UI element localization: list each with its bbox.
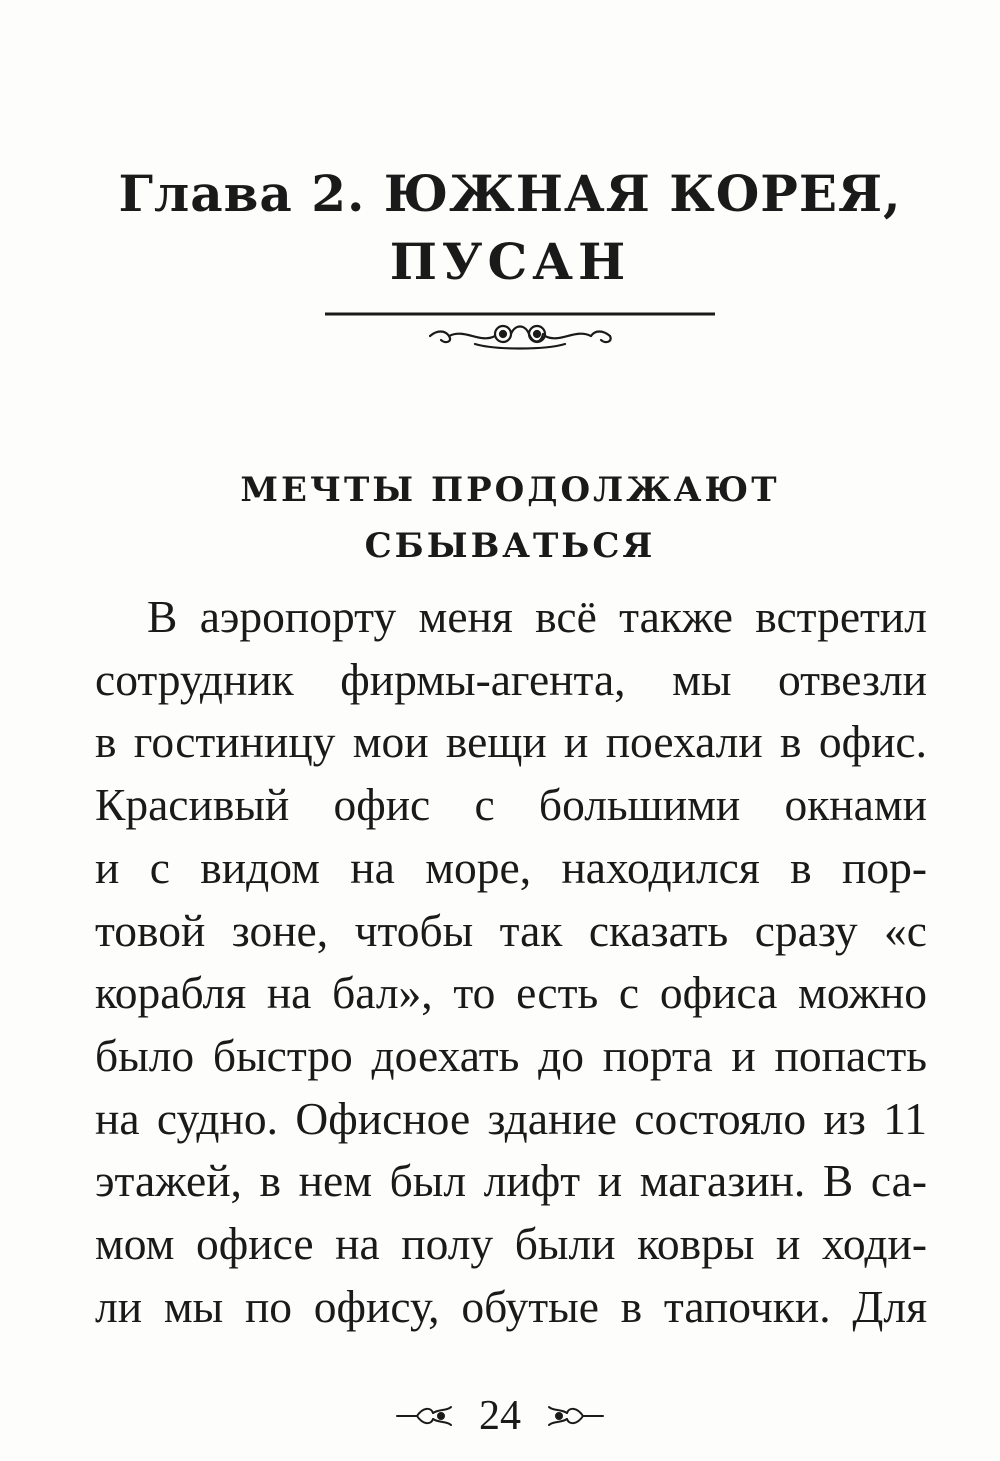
- page-footer: [0, 1386, 1000, 1446]
- body-line: В аэропорту меня всё также встретил: [147, 591, 927, 642]
- chapter-title-line-2: ПУСАН: [389, 232, 631, 291]
- section-title-line-1: МЕЧТЫ ПРОДОЛЖАЮТ: [240, 470, 780, 510]
- body-line: Красивый офис с большими окнами: [95, 779, 927, 831]
- chapter-title: [100, 160, 920, 296]
- page-number: 24: [479, 1393, 521, 1439]
- body-line: этажей, в нем был лифт и магазин. В са-: [95, 1155, 927, 1207]
- section-title-line-2: СБЫВАТЬСЯ: [364, 526, 656, 566]
- body-line: ли мы по офису, обутые в тапочки. Для: [95, 1280, 927, 1332]
- body-line: сотрудник фирмы-агента, мы отвезли: [95, 653, 927, 705]
- body-line: мом офисе на полу были ковры и ходи-: [95, 1218, 927, 1270]
- body-line: и с видом на море, находился в пор-: [95, 841, 927, 893]
- right-flourish-icon: [543, 1401, 605, 1431]
- body-line: корабля на бал», то есть с офиса можно: [95, 967, 927, 1019]
- body-line: на судно. Офисное здание состояло из 11: [95, 1092, 927, 1144]
- body-line: было быстро доехать до порта и попасть: [95, 1029, 927, 1081]
- body-line: в гостиницу мои вещи и поехали в офис.: [95, 716, 927, 768]
- ornamental-divider-icon: [325, 300, 715, 360]
- body-paragraph: [95, 586, 927, 1338]
- section-title: [150, 462, 870, 574]
- body-line: товой зоне, чтобы так сказать сразу «с: [95, 904, 927, 956]
- chapter-title-line-1: Глава 2. ЮЖНАЯ КОРЕЯ,: [118, 164, 902, 223]
- left-flourish-icon: [395, 1401, 457, 1431]
